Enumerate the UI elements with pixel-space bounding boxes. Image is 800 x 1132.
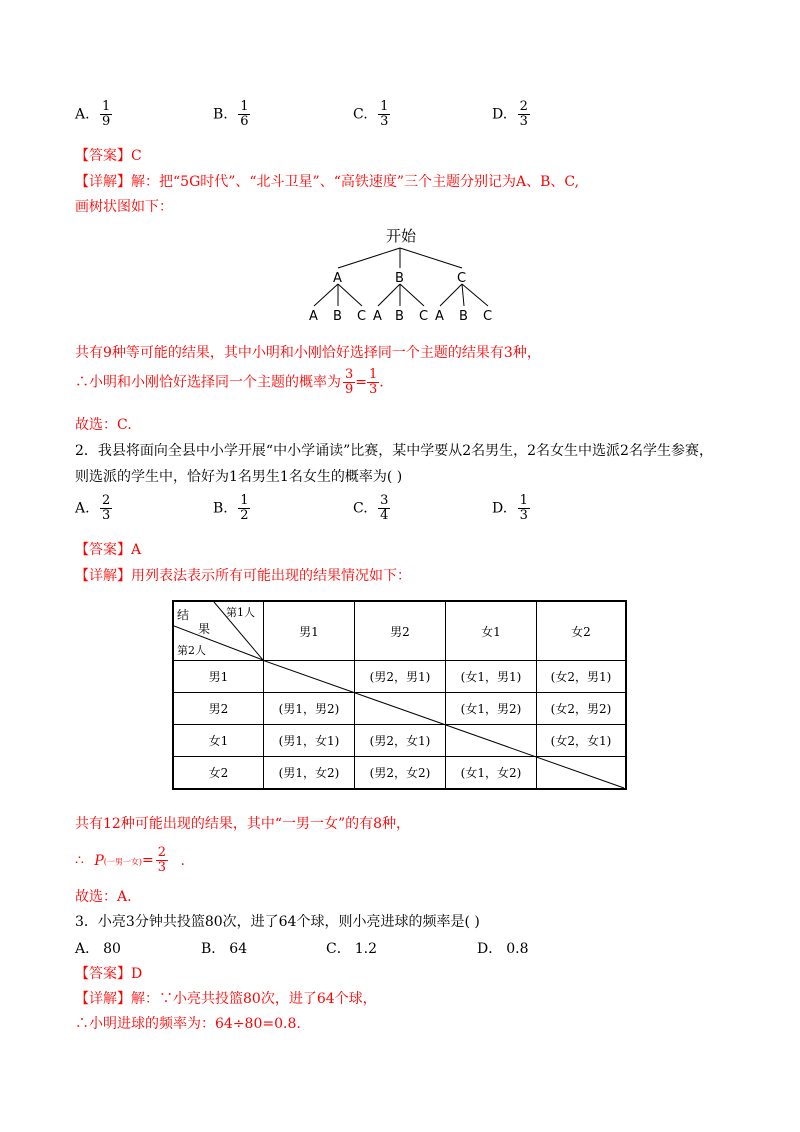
q1-option-a[interactable] — [75, 100, 112, 129]
tree-level1-b: B — [395, 271, 404, 286]
denominator: 3 — [519, 114, 528, 129]
q3-answer: 【答案】D — [75, 966, 143, 982]
option-label: D. — [492, 106, 508, 123]
option-label: A． — [75, 941, 100, 957]
row-header: 女2 — [173, 757, 264, 790]
option-label: A. — [75, 500, 90, 517]
fraction — [100, 100, 112, 129]
tree-leaf: C — [419, 309, 429, 324]
tree-root: 开始 — [386, 227, 417, 245]
fraction — [518, 100, 530, 129]
tree-leaf: A — [435, 309, 444, 324]
denominator: 6 — [240, 114, 249, 129]
q2-result-line: 共有12种可能出现的结果，其中“一男一女”的有8种， — [75, 816, 411, 832]
q1-answer: 【答案】C — [75, 148, 142, 164]
corner-label-bottom: 第2人 — [177, 644, 206, 657]
q3-option-d[interactable] — [477, 938, 529, 958]
q1-detail-line2: 画树状图如下： — [75, 199, 173, 215]
tree-leaf: A — [373, 309, 382, 324]
q1-detail-line1: 【详解】解：把“5G时代”、“北斗卫星”、“高铁速度”三个主题分别记为A、B、C, — [75, 174, 580, 190]
option-label: D. — [492, 500, 508, 517]
numerator: 1 — [369, 367, 378, 382]
tree-leaf: B — [459, 309, 468, 324]
column-header: 男2 — [355, 601, 446, 661]
q1-option-b[interactable] — [213, 100, 250, 129]
table-cell: (女1，男2) — [446, 693, 537, 725]
q3-option-b[interactable] — [201, 938, 247, 958]
table-diagonal — [262, 660, 626, 790]
q1-option-c[interactable] — [353, 100, 390, 129]
table-cell: (女2，女1) — [537, 725, 627, 757]
option-label: B． — [201, 941, 226, 957]
tree-leaf: A — [309, 309, 318, 324]
period: . — [180, 852, 185, 869]
corner-label-mid1: 结 — [177, 608, 190, 622]
equals-sign: = — [142, 852, 154, 869]
fraction — [518, 494, 530, 523]
option-label: D． — [477, 941, 503, 957]
fraction — [238, 100, 250, 129]
option-value: 1.2 — [354, 941, 377, 957]
q1-choose: 故选：C. — [75, 417, 132, 433]
q1-probability-line — [75, 368, 384, 397]
q3-option-a[interactable] — [75, 938, 121, 958]
period: . — [379, 374, 384, 391]
q2-stem-line2: 则选派的学生中，恰好为1名男生1名女生的概率为( ) — [75, 469, 403, 485]
option-label: B. — [213, 106, 228, 123]
column-header: 男1 — [264, 601, 355, 661]
therefore-sign: ∴ — [75, 852, 84, 869]
column-header: 女2 — [537, 601, 627, 661]
prob-subscript: (一男一女) — [103, 857, 143, 867]
q2-option-d[interactable] — [492, 494, 530, 523]
q2-detail: 【详解】用列表法表示所有可能出现的结果情况如下： — [75, 568, 411, 584]
q3-option-c[interactable] — [326, 938, 377, 958]
numerator: 2 — [519, 99, 528, 114]
option-value: 64 — [229, 941, 248, 957]
numerator: 1 — [240, 99, 249, 114]
option-label: B. — [213, 500, 228, 517]
fraction — [367, 368, 379, 397]
tree-leaf: C — [357, 309, 367, 324]
fraction — [378, 100, 390, 129]
corner-label-mid2: 果 — [198, 622, 211, 636]
option-label: A. — [75, 106, 90, 123]
option-label: C. — [353, 500, 368, 517]
numerator: 2 — [157, 845, 167, 860]
q2-stem-line1: 2．我县将面向全县中小学开展“中小学诵读”比赛，某中学要从2名男生，2名女生中选派2名学生参赛， — [75, 443, 713, 459]
table-cell: (男1，女1) — [264, 725, 355, 757]
table-cell: (男2，女1) — [355, 725, 446, 757]
denominator: 3 — [380, 114, 389, 129]
denominator: 3 — [157, 860, 167, 875]
q2-answer: 【答案】A — [75, 542, 142, 558]
fraction — [378, 494, 390, 523]
table-corner-cell — [173, 601, 264, 661]
fraction — [100, 494, 112, 523]
q3-detail-line1: 【详解】解：∵小亮共投篮80次，进了64个球， — [75, 991, 377, 1007]
denominator: 3 — [102, 508, 111, 523]
option-value: 0.8 — [506, 941, 529, 957]
table-header-row — [173, 601, 626, 661]
q2-choose: 故选：A. — [75, 889, 132, 905]
table-cell: (男1，男2) — [264, 693, 355, 725]
tree-leaf: B — [395, 309, 404, 324]
denominator: 9 — [345, 382, 354, 397]
numerator: 3 — [380, 493, 389, 508]
table-cell: (女2，男2) — [537, 693, 627, 725]
numerator: 2 — [102, 493, 111, 508]
option-value: 80 — [103, 941, 121, 957]
numerator: 1 — [240, 493, 249, 508]
prob-prefix: ∴小明和小刚恰好选择同一个主题的概率为 — [75, 374, 341, 391]
tree-leaf: C — [483, 309, 493, 324]
tree-level1-a: A — [333, 271, 342, 286]
numerator: 1 — [102, 99, 111, 114]
table-cell: (女1，女2) — [446, 757, 537, 790]
row-header: 男1 — [173, 661, 264, 693]
q3-detail-line2: ∴小明进球的频率为：64÷80=0.8. — [75, 1016, 301, 1032]
q2-probability-line — [75, 846, 185, 875]
fraction — [343, 368, 355, 397]
prob-p: P — [94, 852, 104, 869]
corner-label-top: 第1人 — [226, 606, 255, 619]
q2-option-a[interactable] — [75, 494, 112, 523]
row-header: 女1 — [173, 725, 264, 757]
tree-leaf: B — [333, 309, 342, 324]
numerator: 1 — [380, 99, 389, 114]
tree-level1-c: C — [457, 271, 467, 286]
tree-diagram — [300, 222, 510, 327]
denominator: 9 — [102, 114, 111, 129]
denominator: 4 — [380, 508, 389, 523]
table-cell: (女1，男1) — [446, 661, 537, 693]
column-header: 女1 — [446, 601, 537, 661]
table-cell: (男2，男1) — [355, 661, 446, 693]
table-cell: (男1，女2) — [264, 757, 355, 790]
table-cell: (女2，男1) — [537, 661, 627, 693]
table-cell: (男2，女2) — [355, 757, 446, 790]
q1-option-d[interactable] — [492, 100, 530, 129]
numerator: 3 — [345, 367, 354, 382]
q2-option-c[interactable] — [353, 494, 390, 523]
fraction — [238, 494, 250, 523]
fraction — [156, 846, 168, 875]
option-label: C. — [353, 106, 368, 123]
denominator: 3 — [369, 382, 378, 397]
denominator: 3 — [519, 508, 528, 523]
numerator: 1 — [519, 493, 528, 508]
equals-sign: = — [355, 374, 368, 391]
row-header: 男2 — [173, 693, 264, 725]
q1-result-line: 共有9种等可能的结果，其中小明和小刚恰好选择同一个主题的结果有3种， — [75, 345, 541, 361]
q2-option-b[interactable] — [213, 494, 250, 523]
denominator: 2 — [240, 508, 249, 523]
q3-stem: 3．小亮3分钟共投篮80次，进了64个球，则小亮进球的频率是( ) — [75, 914, 480, 930]
option-label: C． — [326, 941, 351, 957]
